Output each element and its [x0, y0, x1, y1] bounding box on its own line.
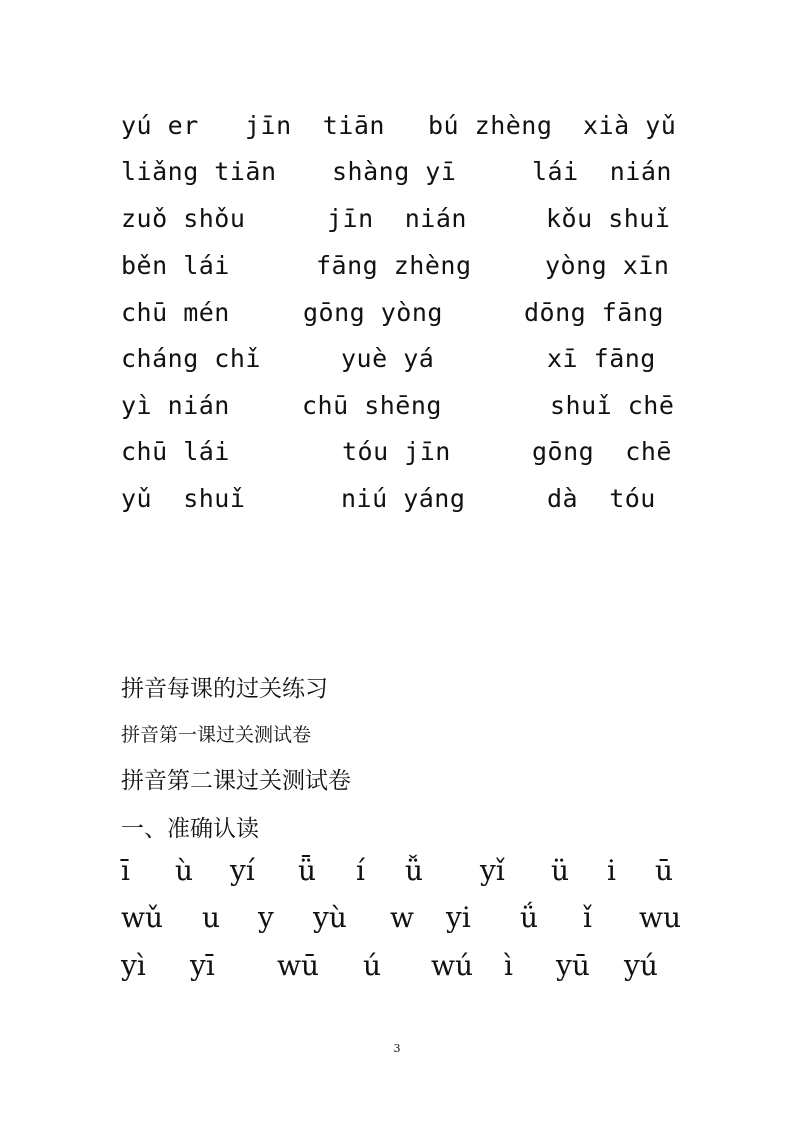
syllable: ù — [175, 854, 194, 887]
syllable: w — [390, 901, 414, 934]
pinyin-row — [0, 386, 794, 426]
syllable: wu — [639, 901, 681, 934]
pinyin-row — [0, 432, 794, 472]
pinyin-row — [0, 479, 794, 519]
syllable-row — [0, 849, 794, 893]
syllable: ì — [504, 949, 513, 982]
syllable: í — [356, 854, 365, 887]
pinyin-row — [0, 293, 794, 333]
syllable: yù — [313, 901, 347, 934]
pinyin-word: gōng yòng — [303, 298, 443, 327]
pinyin-word: dōng fāng — [524, 298, 664, 327]
syllable: y — [258, 901, 274, 934]
section-title-reading: 一、准确认读 — [121, 816, 259, 842]
page-number: 3 — [393, 1042, 401, 1055]
pinyin-word: chū shēng — [302, 391, 442, 420]
pinyin-word: chū lái — [121, 437, 230, 466]
pinyin-word: yǔ shuǐ — [121, 484, 246, 513]
heading-lesson-1-test: 拼音第一课过关测试卷 — [121, 724, 312, 746]
pinyin-word: jīn nián — [327, 204, 467, 233]
syllable-row — [0, 944, 794, 988]
pinyin-word: shuǐ chē — [550, 391, 675, 420]
pinyin-word: yú er — [121, 111, 199, 140]
pinyin-word: jīn tiān — [245, 111, 385, 140]
syllable: yī — [190, 949, 215, 982]
syllable: ü — [551, 854, 570, 887]
pinyin-row — [0, 106, 794, 146]
pinyin-word: cháng chǐ — [121, 344, 261, 373]
pinyin-word: yòng xīn — [545, 251, 670, 280]
syllable: ǖ — [298, 854, 317, 887]
pinyin-word: tóu jīn — [342, 437, 451, 466]
heading-lesson-exercises: 拼音每课的过关练习 — [121, 676, 328, 702]
syllable: wū — [277, 949, 319, 982]
pinyin-word: chū mén — [121, 298, 230, 327]
syllable: i — [607, 854, 616, 887]
pinyin-word: bú zhèng — [428, 111, 553, 140]
pinyin-word: lái nián — [532, 157, 672, 186]
syllable: yí — [230, 854, 255, 887]
pinyin-word: fāng zhèng — [316, 251, 472, 280]
pinyin-word: gōng chē — [532, 437, 672, 466]
syllable: ī — [121, 854, 130, 887]
heading-lesson-2-test: 拼音第二课过关测试卷 — [121, 768, 351, 794]
syllable: ǐ — [583, 901, 592, 934]
syllable: wú — [431, 949, 473, 982]
pinyin-word: xià yǔ — [583, 111, 677, 140]
syllable: ǚ — [405, 854, 424, 887]
syllable: yú — [624, 949, 658, 982]
pinyin-row — [0, 199, 794, 239]
pinyin-word: niú yáng — [341, 484, 466, 513]
pinyin-word: dà tóu — [547, 484, 656, 513]
syllable: u — [202, 901, 221, 934]
syllable: ǘ — [520, 901, 539, 934]
pinyin-row — [0, 246, 794, 286]
pinyin-row — [0, 339, 794, 379]
pinyin-word: zuǒ shǒu — [121, 204, 246, 233]
syllable: ú — [363, 949, 382, 982]
syllable-row — [0, 896, 794, 940]
pinyin-word: běn lái — [121, 251, 230, 280]
pinyin-word: yuè yá — [341, 344, 435, 373]
syllable: yǐ — [480, 854, 505, 887]
pinyin-word: yì nián — [121, 391, 230, 420]
pinyin-word: kǒu shuǐ — [546, 204, 671, 233]
syllable: yū — [556, 949, 590, 982]
syllable: yi — [446, 901, 471, 934]
pinyin-word: xī fāng — [547, 344, 656, 373]
syllable: yì — [121, 949, 146, 982]
syllable: wǔ — [121, 901, 163, 934]
pinyin-row — [0, 152, 794, 192]
pinyin-word: shàng yī — [332, 157, 457, 186]
pinyin-word: liǎng tiān — [121, 157, 277, 186]
syllable: ū — [655, 854, 674, 887]
